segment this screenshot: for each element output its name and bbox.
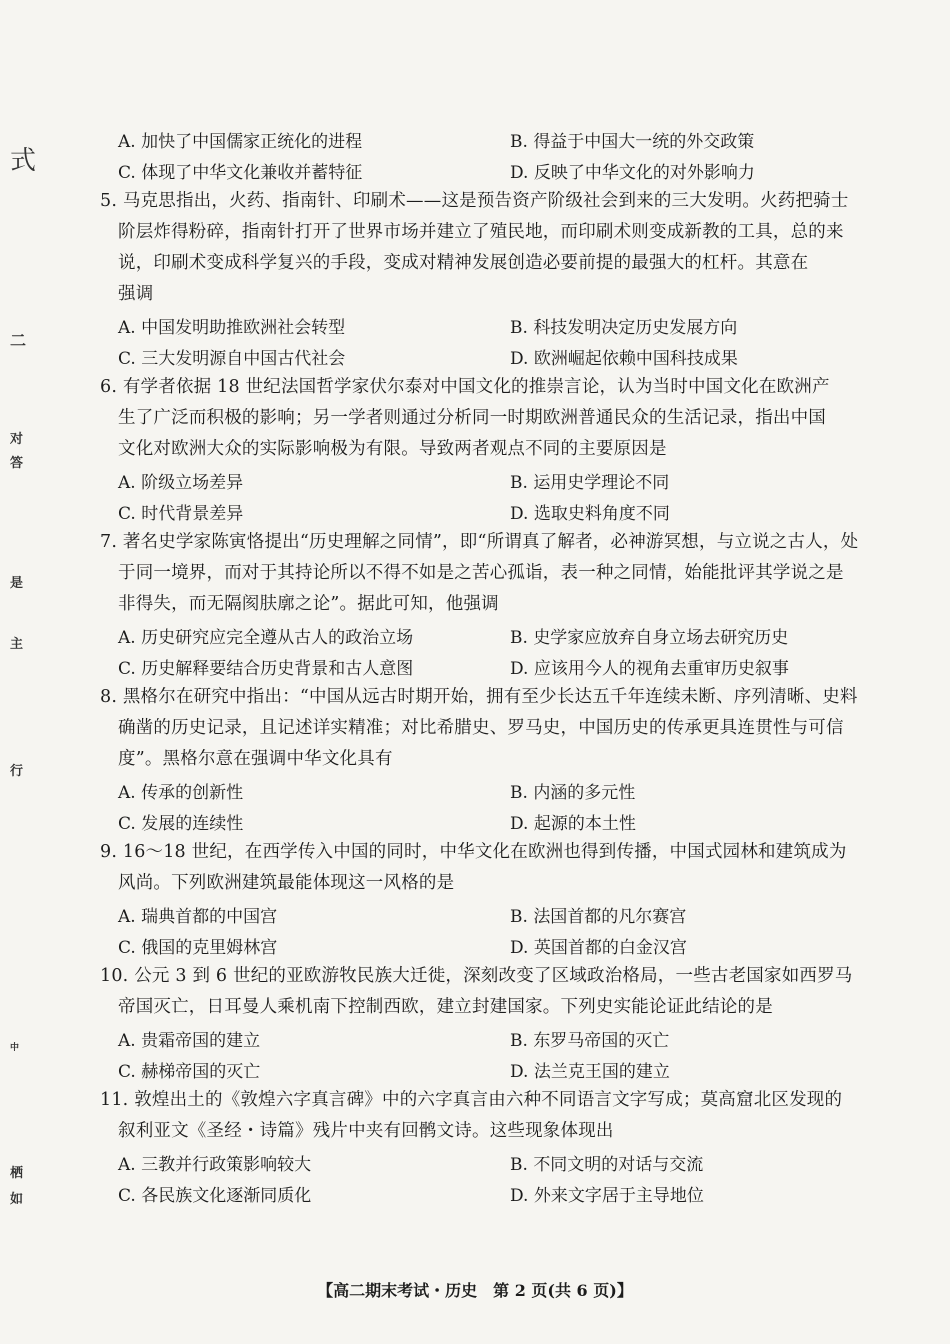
option-row <box>100 124 900 155</box>
question-stem-line: 帝国灭亡，日耳曼人乘机南下控制西欧，建立封建国家。下列史实能论证此结论的是 <box>118 997 773 1017</box>
margin-mark: 如 <box>10 1192 24 1207</box>
option-d: D. 起源的本土性 <box>510 814 636 834</box>
option-row <box>100 465 900 496</box>
option-c: C. 三大发明源自中国古代社会 <box>118 349 346 369</box>
question-stem-line: 8. 黑格尔在研究中指出：“中国从远古时期开始，拥有至少长达五千年连续未断、序列清晰、史料 <box>100 687 858 707</box>
margin-mark: 栖 <box>10 1166 24 1181</box>
question-stem-line: 于同一境界，而对于其持论所以不得不如是之苦心孤诣，表一种之同情，始能批评其学说之是 <box>118 563 844 583</box>
option-row <box>100 620 900 651</box>
option-a: A. 历史研究应完全遵从古人的政治立场 <box>118 628 414 648</box>
question-stem-line: 文化对欧洲大众的实际影响极为有限。导致两者观点不同的主要原因是 <box>118 439 667 459</box>
option-c: C. 发展的连续性 <box>118 814 244 834</box>
option-row <box>100 899 900 930</box>
option-c: C. 各民族文化逐渐同质化 <box>118 1186 312 1206</box>
option-a: A. 瑞典首都的中国宫 <box>118 907 278 927</box>
option-a: A. 阶级立场差异 <box>118 473 244 493</box>
question-7 <box>100 527 900 682</box>
option-a: A. 贵霜帝国的建立 <box>118 1031 261 1051</box>
option-b: B. 史学家应放弃自身立场去研究历史 <box>510 628 789 648</box>
question-stem-line: 6. 有学者依据 18 世纪法国哲学家伏尔泰对中国文化的推崇言论，认为当时中国文化在欧洲产 <box>100 377 830 397</box>
option-b: B. 东罗马帝国的灭亡 <box>510 1031 670 1051</box>
option-d: D. 英国首都的白金汉宫 <box>510 938 687 958</box>
margin-mark: 行 <box>10 764 24 779</box>
option-c: C. 历史解释要结合历史背景和古人意图 <box>118 659 414 679</box>
option-c: C. 时代背景差异 <box>118 504 244 524</box>
option-row <box>100 1147 900 1178</box>
option-row <box>100 1054 900 1085</box>
binding-margin <box>0 0 40 1344</box>
question-stem-line: 确凿的历史记录，且记述详实精准；对比希腊史、罗马史，中国历史的传承更具连贯性与可信 <box>118 718 844 738</box>
option-b: B. 内涵的多元性 <box>510 783 636 803</box>
question-stem-line: 7. 著名史学家陈寅恪提出“历史理解之同情”，即“所谓真了解者，必神游冥想，与立说之古人，处 <box>100 532 859 552</box>
margin-mark: 中 <box>10 1043 20 1053</box>
question-8 <box>100 682 900 837</box>
option-row <box>100 651 900 682</box>
option-row <box>100 806 900 837</box>
question-stem-line: 11. 敦煌出土的《敦煌六字真言碑》中的六字真言由六种不同语言文字写成；莫高窟北区发现的 <box>100 1090 843 1110</box>
option-row <box>100 341 900 372</box>
option-row <box>100 155 900 186</box>
option-d: D. 反映了中华文化的对外影响力 <box>510 163 755 183</box>
question-9 <box>100 837 900 961</box>
question-stem-line: 阶层炸得粉碎，指南针打开了世界市场并建立了殖民地，而印刷术则变成新教的工具，总的来 <box>118 222 844 242</box>
question-4-options <box>100 124 900 186</box>
option-b: B. 法国首都的凡尔赛宫 <box>510 907 687 927</box>
margin-mark: 主 <box>10 637 24 652</box>
option-row <box>100 1178 900 1209</box>
option-a: A. 中国发明助推欧洲社会转型 <box>118 318 346 338</box>
question-6 <box>100 372 900 527</box>
question-11 <box>100 1085 900 1209</box>
margin-mark: 二 <box>10 331 27 350</box>
option-row <box>100 930 900 961</box>
question-stem-line: 叙利亚文《圣经・诗篇》残片中夹有回鹘文诗。这些现象体现出 <box>118 1121 614 1141</box>
option-d: D. 外来文字居于主导地位 <box>510 1186 704 1206</box>
question-stem-line: 风尚。下列欧洲建筑最能体现这一风格的是 <box>118 873 455 893</box>
margin-mark: 是 <box>10 576 24 591</box>
question-stem-line: 说，印刷术变成科学复兴的手段，变成对精神发展创造必要前提的最强大的杠杆。其意在 <box>118 253 809 273</box>
option-c: C. 体现了中华文化兼收并蓄特征 <box>118 163 363 183</box>
option-d: D. 欧洲崛起依赖中国科技成果 <box>510 349 738 369</box>
question-stem-line: 9. 16～18 世纪，在西学传入中国的同时，中华文化在欧洲也得到传播，中国式园林和建筑成为 <box>100 842 847 862</box>
option-row <box>100 310 900 341</box>
option-a: A. 三教并行政策影响较大 <box>118 1155 312 1175</box>
exam-page <box>100 124 900 1209</box>
question-stem-line: 强调 <box>118 284 154 304</box>
option-row <box>100 496 900 527</box>
option-b: B. 科技发明决定历史发展方向 <box>510 318 738 338</box>
margin-mark: 式 <box>10 146 37 176</box>
option-b: B. 不同文明的对话与交流 <box>510 1155 704 1175</box>
question-stem-line: 生了广泛而积极的影响；另一学者则通过分析同一时期欧洲普通民众的生活记录，指出中国 <box>118 408 826 428</box>
option-d: D. 应该用今人的视角去重审历史叙事 <box>510 659 789 679</box>
margin-mark: 对 <box>10 432 24 447</box>
option-c: C. 赫梯帝国的灭亡 <box>118 1062 261 1082</box>
question-10 <box>100 961 900 1085</box>
option-b: B. 运用史学理论不同 <box>510 473 670 493</box>
option-a: A. 加快了中国儒家正统化的进程 <box>118 132 363 152</box>
option-row <box>100 775 900 806</box>
question-5 <box>100 186 900 372</box>
option-d: D. 法兰克王国的建立 <box>510 1062 670 1082</box>
option-b: B. 得益于中国大一统的外交政策 <box>510 132 755 152</box>
question-stem-line: 非得失，而无隔阂肤廓之论”。据此可知，他强调 <box>118 594 499 614</box>
option-row <box>100 1023 900 1054</box>
option-a: A. 传承的创新性 <box>118 783 244 803</box>
margin-mark: 答 <box>10 456 24 471</box>
question-stem-line: 5. 马克思指出，火药、指南针、印刷术——这是预告资产阶级社会到来的三大发明。火药把骑士 <box>100 191 849 211</box>
option-c: C. 俄国的克里姆林宫 <box>118 938 278 958</box>
question-stem-line: 度”。黑格尔意在强调中华文化具有 <box>118 749 393 769</box>
page-footer: 【高二期末考试・历史 第 2 页(共 6 页)】 <box>317 1281 633 1300</box>
question-stem-line: 10. 公元 3 到 6 世纪的亚欧游牧民族大迁徙，深刻改变了区域政治格局，一些古老国家如西罗马 <box>100 966 853 986</box>
option-d: D. 选取史料角度不同 <box>510 504 670 524</box>
